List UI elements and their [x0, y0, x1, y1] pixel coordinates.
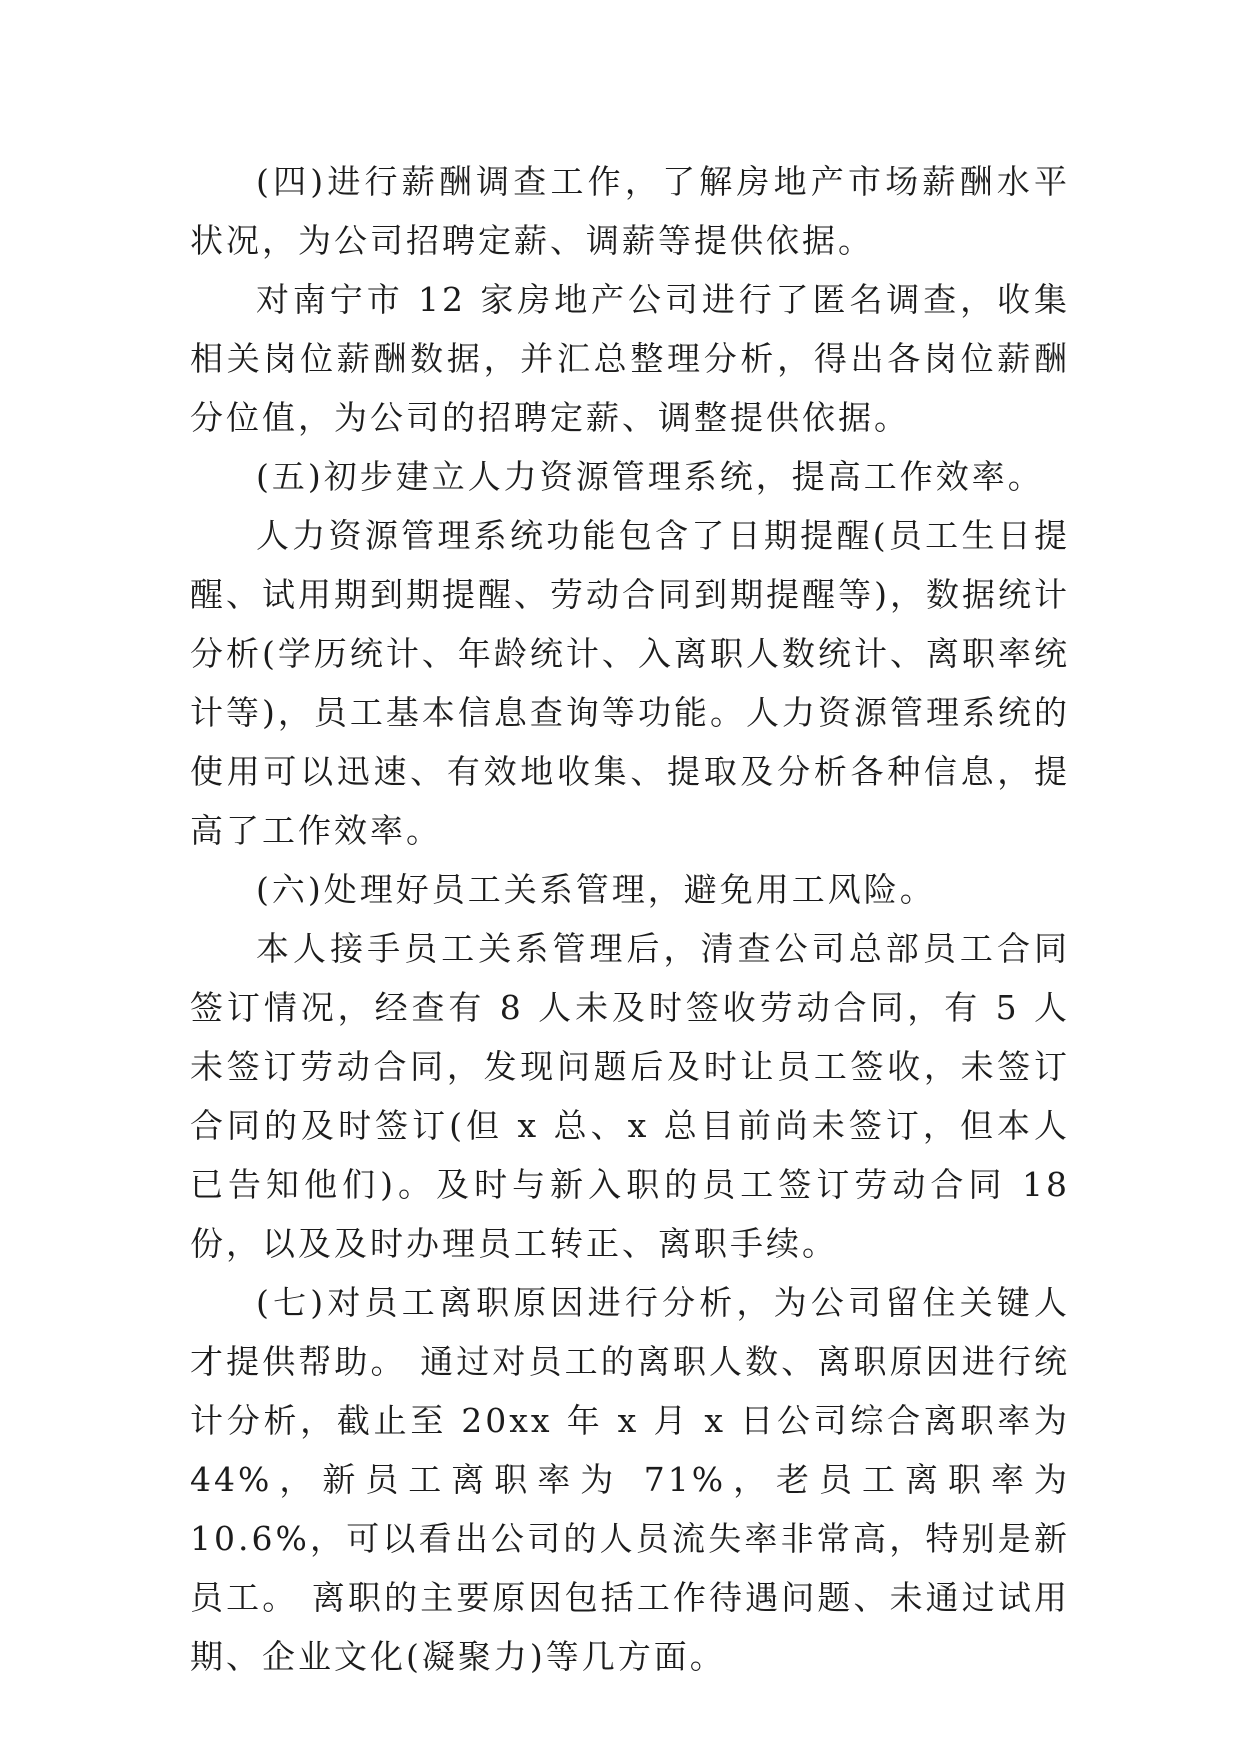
paragraph-turnover-analysis: (七)对员工离职原因进行分析，为公司留住关键人才提供帮助。 通过对员工的离职人数、离职原因进行统计分析，截止至 20xx 年 x 月 x 日公司综合离职率为 44%，新员工离职率为 71%，老员工离职率为 10.6%，可以看出公司的人员流失率非常高，特别是新员工。 离职的主要原因包括工作待遇问题、未通过试用期、企业文化(凝聚力)等几方面。	[190, 1283, 1070, 1676]
paragraph-hr-system-heading: (五)初步建立人力资源管理系统，提高工作效率。	[256, 457, 1044, 496]
paragraph-hr-system-detail: 人力资源管理系统功能包含了日期提醒(员工生日提醒、试用期到期提醒、劳动合同到期提醒等)，数据统计分析(学历统计、年龄统计、入离职人数统计、离职率统计等)，员工基本信息查询等功能。人力资源管理系统的使用可以迅速、有效地收集、提取及分析各种信息，提高了工作效率。	[190, 516, 1070, 850]
paragraph-employee-relations-detail: 本人接手员工关系管理后，清查公司总部员工合同签订情况，经查有 8 人未及时签收劳动合同，有 5 人未签订劳动合同，发现问题后及时让员工签收，未签订合同的及时签订(但 x 总、x 总目前尚未签订，但本人已告知他们)。及时与新入职的员工签订劳动合同 18 份，以及及时办理员工转正、离职手续。	[190, 929, 1070, 1263]
paragraph-salary-survey-detail: 对南宁市 12 家房地产公司进行了匿名调查，收集相关岗位薪酬数据，并汇总整理分析，得出各岗位薪酬分位值，为公司的招聘定薪、调整提供依据。	[190, 280, 1070, 437]
document-body	[190, 152, 1070, 1686]
paragraph-salary-survey-heading: (四)进行薪酬调查工作，了解房地产市场薪酬水平状况，为公司招聘定薪、调薪等提供依据。	[190, 162, 1070, 260]
paragraph-employee-relations-heading: (六)处理好员工关系管理，避免用工风险。	[256, 870, 936, 909]
